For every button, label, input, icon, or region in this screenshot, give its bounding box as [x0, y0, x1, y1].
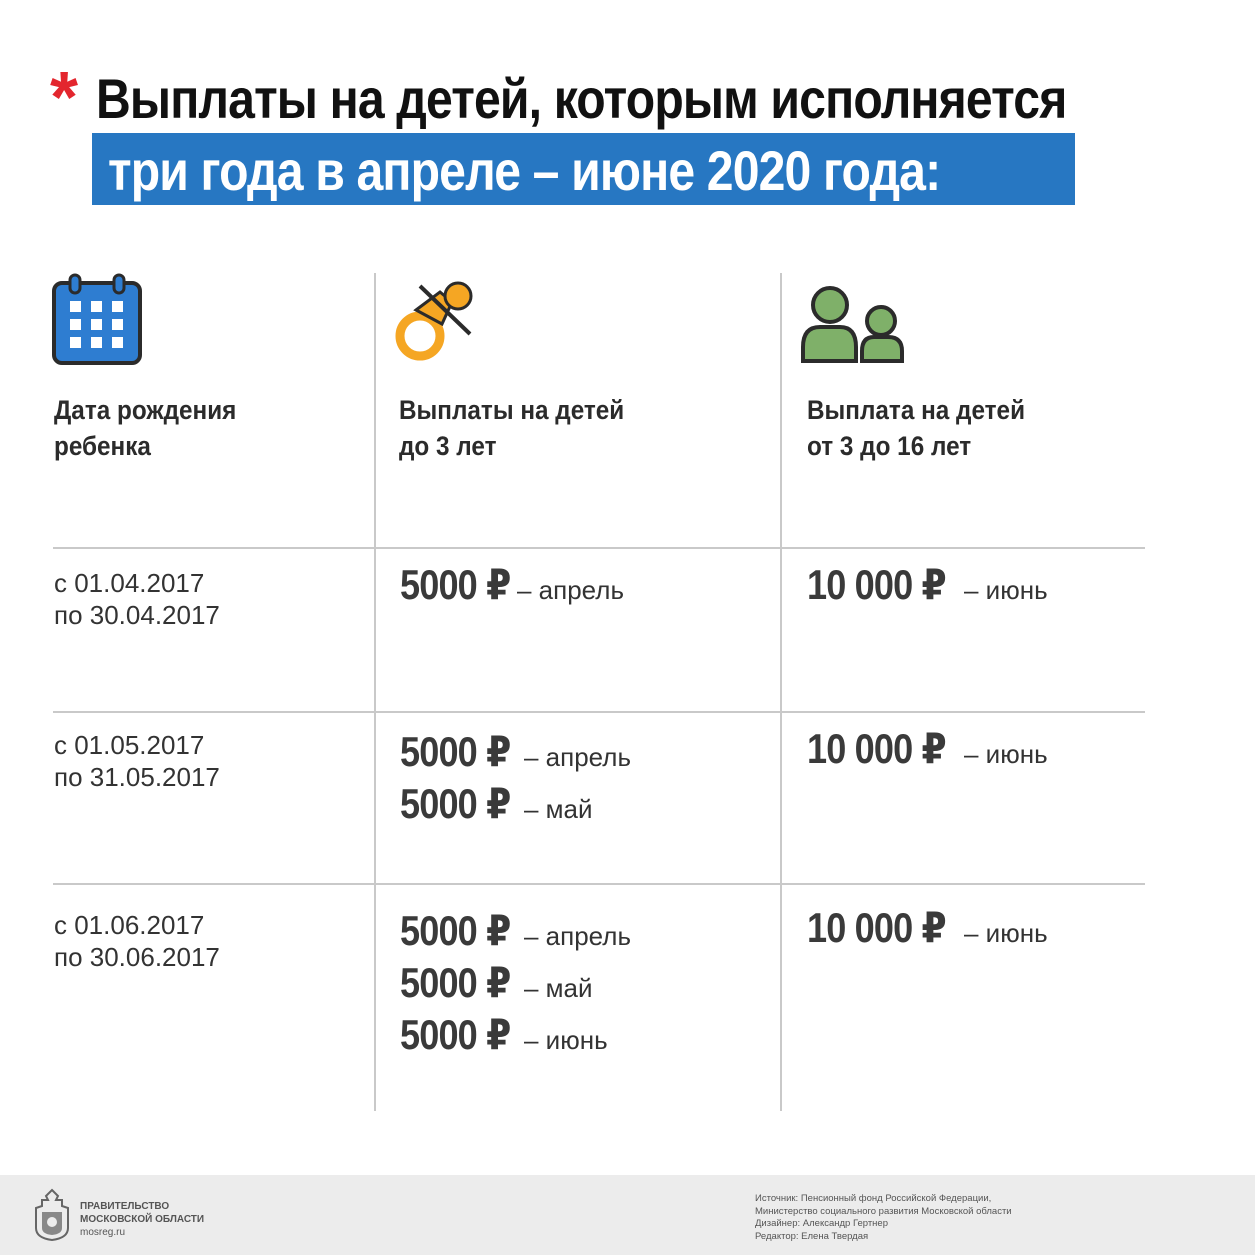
payment-amount: 10 000 ₽ — [807, 561, 946, 608]
payment-month: – май — [524, 794, 593, 824]
gov-line: МОСКОВСКОЙ ОБЛАСТИ — [80, 1214, 205, 1225]
page-title-line2: три года в апреле – июне 2020 года: — [108, 139, 941, 202]
column-heading-birthdate — [54, 392, 236, 464]
heading-line: Выплаты на детей — [399, 395, 625, 425]
payment-under3 — [400, 958, 593, 1007]
payment-amount: 5000 ₽ — [400, 780, 511, 827]
government-logo-text — [80, 1200, 204, 1239]
heading-line: до 3 лет — [399, 431, 497, 461]
payment-under3 — [400, 560, 624, 609]
date-to: по 30.04.2017 — [54, 600, 220, 630]
payment-month: – июнь — [524, 1025, 608, 1055]
payment-amount: 10 000 ₽ — [807, 904, 946, 951]
heading-line: Дата рождения — [54, 395, 237, 425]
row-divider-1 — [53, 547, 1145, 549]
date-to: по 30.06.2017 — [54, 942, 220, 972]
column-heading-under3 — [399, 392, 624, 464]
payment-month: – июнь — [964, 918, 1048, 948]
payment-3to16 — [807, 724, 1048, 773]
row-divider-3 — [53, 883, 1145, 885]
payment-under3 — [400, 1010, 608, 1059]
people-icon — [800, 285, 906, 365]
designer-credit: Дизайнер: Александр Гертнер — [755, 1218, 888, 1229]
column-divider-1 — [374, 273, 376, 1111]
payment-amount: 5000 ₽ — [400, 561, 511, 608]
payment-month: – апрель — [524, 921, 631, 951]
column-divider-2 — [780, 273, 782, 1111]
payment-month: – июнь — [964, 575, 1048, 605]
heading-line: от 3 до 16 лет — [807, 431, 972, 461]
page-title-line1: Выплаты на детей, которым исполняется — [96, 67, 1067, 130]
date-to: по 31.05.2017 — [54, 762, 220, 792]
payment-month: – май — [524, 973, 593, 1003]
date-from: с 01.04.2017 — [54, 568, 205, 598]
payment-amount: 5000 ₽ — [400, 907, 511, 954]
payment-3to16 — [807, 903, 1048, 952]
heading-line: Выплата на детей — [807, 395, 1026, 425]
payment-amount: 5000 ₽ — [400, 728, 511, 775]
payment-month: – апрель — [524, 742, 631, 772]
payment-under3 — [400, 727, 631, 776]
gov-line: ПРАВИТЕЛЬСТВО — [80, 1201, 170, 1212]
pacifier-icon — [394, 280, 480, 364]
birthdate-range-row2 — [54, 729, 220, 793]
source-line: Министерство социального развития Московской области — [755, 1205, 1012, 1217]
date-from: с 01.05.2017 — [54, 730, 205, 760]
column-heading-3to16 — [807, 392, 1025, 464]
payment-amount: 5000 ₽ — [400, 959, 511, 1006]
editor-credit: Редактор: Елена Твердая — [755, 1230, 869, 1242]
date-from: с 01.06.2017 — [54, 910, 205, 940]
payment-month: – июнь — [964, 739, 1048, 769]
payment-under3 — [400, 779, 593, 828]
site-link[interactable]: mosreg.ru — [80, 1227, 126, 1238]
calendar-icon — [50, 273, 144, 367]
payment-amount: 5000 ₽ — [400, 1011, 511, 1058]
coat-of-arms-emblem — [32, 1188, 72, 1242]
heading-line: ребенка — [54, 431, 151, 461]
payment-under3 — [400, 906, 631, 955]
payment-amount: 10 000 ₽ — [807, 725, 946, 772]
birthdate-range-row1 — [54, 567, 220, 631]
title-asterisk: * — [50, 58, 79, 138]
payment-month: – апрель — [517, 575, 624, 605]
birthdate-range-row3 — [54, 909, 220, 973]
row-divider-2 — [53, 711, 1145, 713]
source-line: Источник: Пенсионный фонд Российской Федерации, — [755, 1193, 992, 1204]
credits-block — [755, 1193, 1012, 1243]
payment-3to16 — [807, 560, 1048, 609]
